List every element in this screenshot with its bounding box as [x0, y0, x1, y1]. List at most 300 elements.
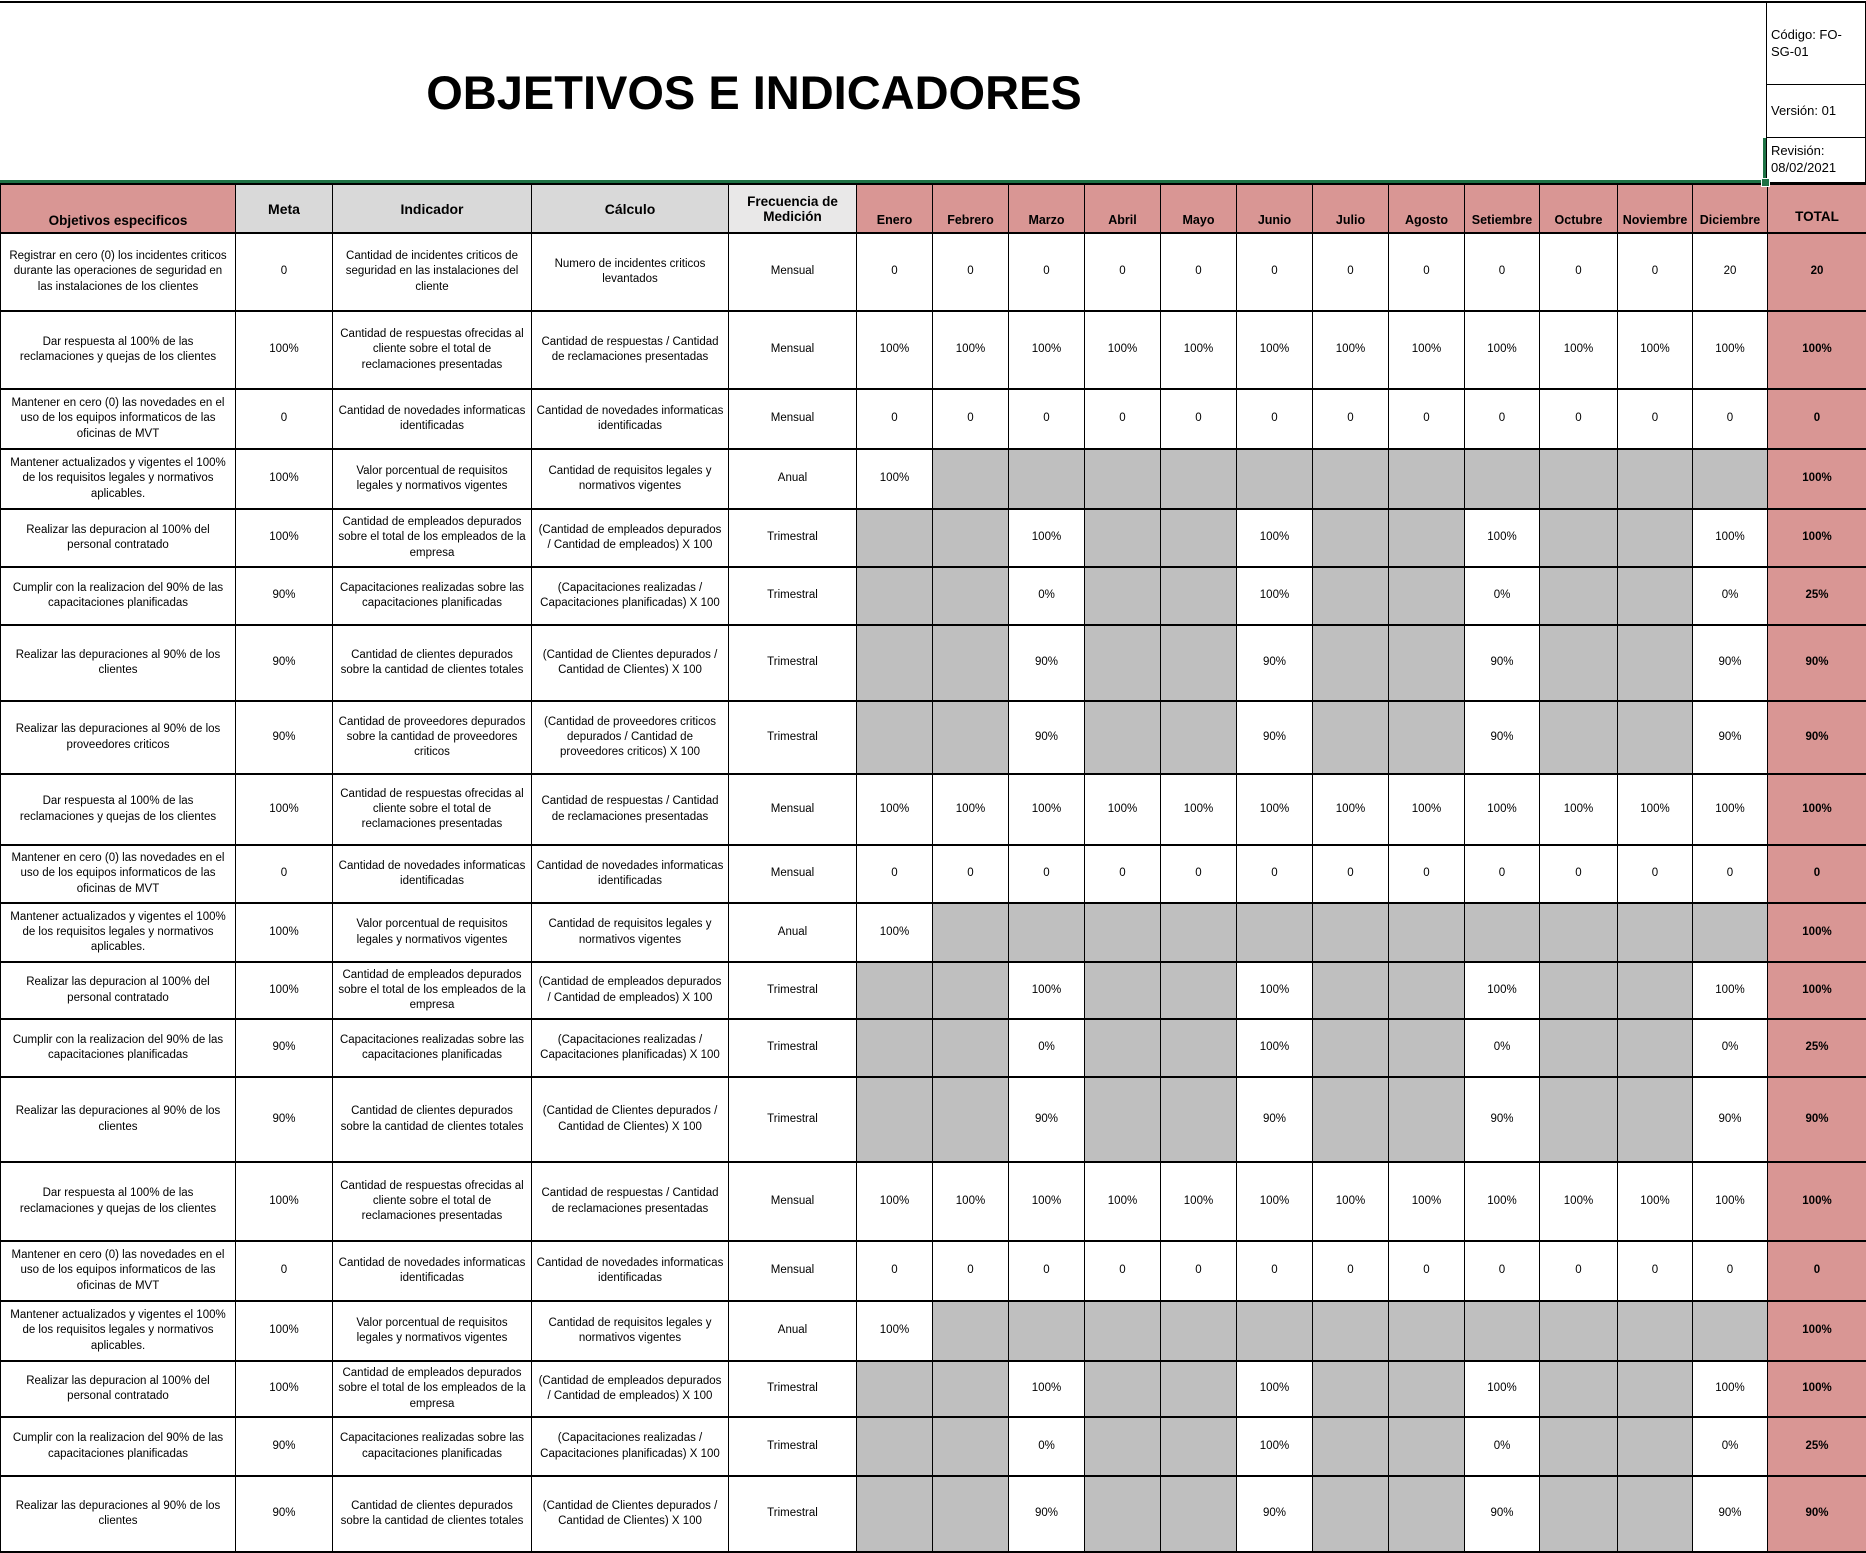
- month-cell-setiembre[interactable]: 100%: [1465, 1361, 1540, 1417]
- month-cell-diciembre[interactable]: 100%: [1693, 1361, 1768, 1417]
- month-cell-mayo[interactable]: 0: [1161, 1241, 1237, 1301]
- month-cell-octubre[interactable]: 100%: [1540, 774, 1618, 845]
- month-cell-marzo[interactable]: 90%: [1009, 625, 1085, 701]
- month-cell-marzo[interactable]: 100%: [1009, 962, 1085, 1019]
- total-cell[interactable]: 90%: [1768, 1077, 1866, 1162]
- month-cell-julio[interactable]: [1313, 962, 1389, 1019]
- month-cell-agosto[interactable]: [1389, 1019, 1465, 1077]
- month-cell-noviembre[interactable]: [1618, 1077, 1693, 1162]
- month-cell-junio[interactable]: 0: [1237, 389, 1313, 449]
- objective-cell[interactable]: Realizar las depuracion al 100% del personal contratado: [1, 962, 236, 1019]
- calculation-cell[interactable]: Cantidad de respuestas / Cantidad de reclamaciones presentadas: [532, 774, 729, 845]
- column-header-junio[interactable]: Junio: [1237, 184, 1313, 233]
- objective-cell[interactable]: Dar respuesta al 100% de las reclamaciones y quejas de los clientes: [1, 311, 236, 389]
- total-cell[interactable]: 25%: [1768, 1019, 1866, 1077]
- month-cell-diciembre[interactable]: 100%: [1693, 311, 1768, 389]
- month-cell-octubre[interactable]: 100%: [1540, 1162, 1618, 1241]
- month-cell-abril[interactable]: [1085, 509, 1161, 567]
- month-cell-noviembre[interactable]: 100%: [1618, 311, 1693, 389]
- month-cell-diciembre[interactable]: 90%: [1693, 701, 1768, 774]
- indicator-cell[interactable]: Cantidad de empleados depurados sobre el total de los empleados de la empresa: [333, 962, 532, 1019]
- month-cell-marzo[interactable]: 0%: [1009, 1417, 1085, 1476]
- indicator-cell[interactable]: Valor porcentual de requisitos legales y normativos vigentes: [333, 903, 532, 962]
- month-cell-mayo[interactable]: 0: [1161, 389, 1237, 449]
- month-cell-abril[interactable]: 0: [1085, 845, 1161, 903]
- month-cell-enero[interactable]: [857, 1417, 933, 1476]
- total-cell[interactable]: 90%: [1768, 1476, 1866, 1552]
- month-cell-setiembre[interactable]: 0%: [1465, 1019, 1540, 1077]
- frequency-cell[interactable]: Trimestral: [729, 962, 857, 1019]
- month-cell-agosto[interactable]: [1389, 509, 1465, 567]
- month-cell-junio[interactable]: 0: [1237, 845, 1313, 903]
- column-header-mayo[interactable]: Mayo: [1161, 184, 1237, 233]
- month-cell-setiembre[interactable]: 0: [1465, 389, 1540, 449]
- month-cell-abril[interactable]: [1085, 1361, 1161, 1417]
- month-cell-agosto[interactable]: 0: [1389, 1241, 1465, 1301]
- total-cell[interactable]: 100%: [1768, 1301, 1866, 1361]
- month-cell-octubre[interactable]: [1540, 1417, 1618, 1476]
- month-cell-abril[interactable]: [1085, 449, 1161, 509]
- month-cell-marzo[interactable]: 90%: [1009, 1476, 1085, 1552]
- month-cell-agosto[interactable]: [1389, 1077, 1465, 1162]
- month-cell-diciembre[interactable]: 0%: [1693, 1417, 1768, 1476]
- month-cell-mayo[interactable]: 100%: [1161, 311, 1237, 389]
- month-cell-abril[interactable]: [1085, 1417, 1161, 1476]
- month-cell-junio[interactable]: 100%: [1237, 311, 1313, 389]
- month-cell-enero[interactable]: [857, 1019, 933, 1077]
- column-header-febrero[interactable]: Febrero: [933, 184, 1009, 233]
- month-cell-enero[interactable]: 0: [857, 233, 933, 311]
- month-cell-abril[interactable]: [1085, 1301, 1161, 1361]
- month-cell-julio[interactable]: [1313, 625, 1389, 701]
- month-cell-diciembre[interactable]: 0%: [1693, 1019, 1768, 1077]
- month-cell-diciembre[interactable]: 90%: [1693, 1476, 1768, 1552]
- month-cell-agosto[interactable]: 0: [1389, 845, 1465, 903]
- total-cell[interactable]: 100%: [1768, 1361, 1866, 1417]
- month-cell-julio[interactable]: [1313, 449, 1389, 509]
- month-cell-febrero[interactable]: 100%: [933, 311, 1009, 389]
- column-header-marzo[interactable]: Marzo: [1009, 184, 1085, 233]
- doc-revision-cell[interactable]: [1766, 137, 1866, 183]
- month-cell-marzo[interactable]: 0%: [1009, 567, 1085, 625]
- month-cell-diciembre[interactable]: 100%: [1693, 962, 1768, 1019]
- frequency-cell[interactable]: Mensual: [729, 233, 857, 311]
- indicator-cell[interactable]: Cantidad de clientes depurados sobre la cantidad de clientes totales: [333, 1077, 532, 1162]
- meta-cell[interactable]: 90%: [236, 1476, 333, 1552]
- month-cell-octubre[interactable]: 0: [1540, 389, 1618, 449]
- calculation-cell[interactable]: (Cantidad de empleados depurados / Cantidad de empleados) X 100: [532, 962, 729, 1019]
- frequency-cell[interactable]: Mensual: [729, 845, 857, 903]
- meta-cell[interactable]: 90%: [236, 1019, 333, 1077]
- month-cell-octubre[interactable]: [1540, 962, 1618, 1019]
- month-cell-junio[interactable]: 90%: [1237, 701, 1313, 774]
- total-cell[interactable]: 100%: [1768, 311, 1866, 389]
- calculation-cell[interactable]: Cantidad de requisitos legales y normativos vigentes: [532, 903, 729, 962]
- month-cell-marzo[interactable]: [1009, 449, 1085, 509]
- month-cell-noviembre[interactable]: 100%: [1618, 774, 1693, 845]
- month-cell-diciembre[interactable]: 0%: [1693, 567, 1768, 625]
- month-cell-mayo[interactable]: [1161, 1019, 1237, 1077]
- meta-cell[interactable]: 90%: [236, 625, 333, 701]
- frequency-cell[interactable]: Trimestral: [729, 1476, 857, 1552]
- month-cell-setiembre[interactable]: 0: [1465, 845, 1540, 903]
- month-cell-agosto[interactable]: [1389, 1417, 1465, 1476]
- month-cell-enero[interactable]: 100%: [857, 1162, 933, 1241]
- month-cell-agosto[interactable]: [1389, 962, 1465, 1019]
- month-cell-setiembre[interactable]: [1465, 903, 1540, 962]
- month-cell-enero[interactable]: [857, 509, 933, 567]
- month-cell-noviembre[interactable]: [1618, 625, 1693, 701]
- calculation-cell[interactable]: (Cantidad de empleados depurados / Cantidad de empleados) X 100: [532, 509, 729, 567]
- month-cell-setiembre[interactable]: 0: [1465, 1241, 1540, 1301]
- objective-cell[interactable]: Realizar las depuracion al 100% del personal contratado: [1, 509, 236, 567]
- column-header-total[interactable]: TOTAL: [1768, 184, 1866, 233]
- month-cell-mayo[interactable]: 100%: [1161, 774, 1237, 845]
- month-cell-febrero[interactable]: [933, 962, 1009, 1019]
- month-cell-marzo[interactable]: [1009, 903, 1085, 962]
- month-cell-octubre[interactable]: [1540, 449, 1618, 509]
- month-cell-abril[interactable]: 100%: [1085, 1162, 1161, 1241]
- total-cell[interactable]: 0: [1768, 1241, 1866, 1301]
- month-cell-agosto[interactable]: 100%: [1389, 1162, 1465, 1241]
- objective-cell[interactable]: Realizar las depuraciones al 90% de los clientes: [1, 625, 236, 701]
- month-cell-junio[interactable]: 100%: [1237, 509, 1313, 567]
- month-cell-agosto[interactable]: 0: [1389, 389, 1465, 449]
- month-cell-agosto[interactable]: [1389, 1476, 1465, 1552]
- total-cell[interactable]: 100%: [1768, 1162, 1866, 1241]
- month-cell-mayo[interactable]: [1161, 701, 1237, 774]
- month-cell-agosto[interactable]: 0: [1389, 233, 1465, 311]
- meta-cell[interactable]: 90%: [236, 567, 333, 625]
- month-cell-enero[interactable]: 100%: [857, 774, 933, 845]
- month-cell-junio[interactable]: 0: [1237, 1241, 1313, 1301]
- month-cell-setiembre[interactable]: 0%: [1465, 1417, 1540, 1476]
- meta-cell[interactable]: 90%: [236, 1417, 333, 1476]
- column-header-enero[interactable]: Enero: [857, 184, 933, 233]
- meta-cell[interactable]: 100%: [236, 449, 333, 509]
- month-cell-abril[interactable]: 100%: [1085, 774, 1161, 845]
- month-cell-octubre[interactable]: 0: [1540, 233, 1618, 311]
- indicator-cell[interactable]: Cantidad de novedades informaticas identificadas: [333, 1241, 532, 1301]
- month-cell-febrero[interactable]: [933, 1417, 1009, 1476]
- frequency-cell[interactable]: Mensual: [729, 1162, 857, 1241]
- objective-cell[interactable]: Dar respuesta al 100% de las reclamaciones y quejas de los clientes: [1, 774, 236, 845]
- month-cell-diciembre[interactable]: 0: [1693, 389, 1768, 449]
- frequency-cell[interactable]: Trimestral: [729, 509, 857, 567]
- month-cell-setiembre[interactable]: 0%: [1465, 567, 1540, 625]
- month-cell-noviembre[interactable]: 0: [1618, 1241, 1693, 1301]
- objective-cell[interactable]: Realizar las depuraciones al 90% de los clientes: [1, 1077, 236, 1162]
- month-cell-octubre[interactable]: 0: [1540, 845, 1618, 903]
- month-cell-noviembre[interactable]: [1618, 701, 1693, 774]
- total-cell[interactable]: 100%: [1768, 962, 1866, 1019]
- month-cell-junio[interactable]: 90%: [1237, 1476, 1313, 1552]
- month-cell-febrero[interactable]: [933, 1301, 1009, 1361]
- month-cell-octubre[interactable]: [1540, 1077, 1618, 1162]
- month-cell-julio[interactable]: 0: [1313, 389, 1389, 449]
- meta-cell[interactable]: 0: [236, 845, 333, 903]
- month-cell-enero[interactable]: 0: [857, 845, 933, 903]
- month-cell-setiembre[interactable]: [1465, 1301, 1540, 1361]
- month-cell-junio[interactable]: 90%: [1237, 625, 1313, 701]
- doc-code-cell[interactable]: [1766, 2, 1866, 85]
- objective-cell[interactable]: Realizar las depuraciones al 90% de los clientes: [1, 1476, 236, 1552]
- month-cell-febrero[interactable]: [933, 1019, 1009, 1077]
- frequency-cell[interactable]: Mensual: [729, 389, 857, 449]
- meta-cell[interactable]: 90%: [236, 1077, 333, 1162]
- frequency-cell[interactable]: Trimestral: [729, 1417, 857, 1476]
- total-cell[interactable]: 90%: [1768, 701, 1866, 774]
- month-cell-agosto[interactable]: [1389, 903, 1465, 962]
- meta-cell[interactable]: 0: [236, 389, 333, 449]
- month-cell-marzo[interactable]: 100%: [1009, 509, 1085, 567]
- total-cell[interactable]: 25%: [1768, 1417, 1866, 1476]
- frequency-cell[interactable]: Mensual: [729, 311, 857, 389]
- month-cell-abril[interactable]: [1085, 625, 1161, 701]
- month-cell-noviembre[interactable]: 100%: [1618, 1162, 1693, 1241]
- month-cell-octubre[interactable]: [1540, 509, 1618, 567]
- month-cell-enero[interactable]: 100%: [857, 449, 933, 509]
- month-cell-julio[interactable]: [1313, 1301, 1389, 1361]
- column-header-abril[interactable]: Abril: [1085, 184, 1161, 233]
- month-cell-setiembre[interactable]: [1465, 449, 1540, 509]
- month-cell-setiembre[interactable]: 90%: [1465, 701, 1540, 774]
- calculation-cell[interactable]: Cantidad de requisitos legales y normativos vigentes: [532, 1301, 729, 1361]
- column-header-setiembre[interactable]: Setiembre: [1465, 184, 1540, 233]
- objective-cell[interactable]: Cumplir con la realizacion del 90% de las capacitaciones planificadas: [1, 567, 236, 625]
- doc-version-cell[interactable]: [1766, 84, 1866, 138]
- objective-cell[interactable]: Realizar las depuraciones al 90% de los proveedores criticos: [1, 701, 236, 774]
- month-cell-diciembre[interactable]: 100%: [1693, 509, 1768, 567]
- objective-cell[interactable]: Mantener en cero (0) las novedades en el uso de los equipos informaticos de las oficinas de MVT: [1, 845, 236, 903]
- meta-cell[interactable]: 100%: [236, 1361, 333, 1417]
- month-cell-enero[interactable]: 0: [857, 1241, 933, 1301]
- month-cell-junio[interactable]: 90%: [1237, 1077, 1313, 1162]
- month-cell-julio[interactable]: [1313, 1019, 1389, 1077]
- objective-cell[interactable]: Mantener en cero (0) las novedades en el uso de los equipos informaticos de las oficinas de MVT: [1, 1241, 236, 1301]
- month-cell-diciembre[interactable]: 100%: [1693, 1162, 1768, 1241]
- meta-cell[interactable]: 0: [236, 1241, 333, 1301]
- month-cell-noviembre[interactable]: 0: [1618, 845, 1693, 903]
- month-cell-febrero[interactable]: [933, 701, 1009, 774]
- month-cell-octubre[interactable]: 100%: [1540, 311, 1618, 389]
- calculation-cell[interactable]: Cantidad de novedades informaticas identificadas: [532, 1241, 729, 1301]
- month-cell-enero[interactable]: [857, 962, 933, 1019]
- indicator-cell[interactable]: Cantidad de incidentes criticos de seguridad en las instalaciones del cliente: [333, 233, 532, 311]
- month-cell-febrero[interactable]: [933, 449, 1009, 509]
- objective-cell[interactable]: Cumplir con la realizacion del 90% de las capacitaciones planificadas: [1, 1019, 236, 1077]
- meta-cell[interactable]: 100%: [236, 311, 333, 389]
- month-cell-octubre[interactable]: [1540, 625, 1618, 701]
- meta-cell[interactable]: 100%: [236, 903, 333, 962]
- month-cell-abril[interactable]: [1085, 1019, 1161, 1077]
- month-cell-julio[interactable]: 100%: [1313, 1162, 1389, 1241]
- month-cell-octubre[interactable]: [1540, 567, 1618, 625]
- month-cell-octubre[interactable]: [1540, 1019, 1618, 1077]
- total-cell[interactable]: 100%: [1768, 509, 1866, 567]
- month-cell-junio[interactable]: 100%: [1237, 1361, 1313, 1417]
- frequency-cell[interactable]: Trimestral: [729, 701, 857, 774]
- month-cell-abril[interactable]: [1085, 701, 1161, 774]
- month-cell-noviembre[interactable]: [1618, 1019, 1693, 1077]
- meta-cell[interactable]: 100%: [236, 774, 333, 845]
- month-cell-octubre[interactable]: [1540, 903, 1618, 962]
- month-cell-julio[interactable]: [1313, 1361, 1389, 1417]
- month-cell-setiembre[interactable]: 100%: [1465, 774, 1540, 845]
- month-cell-setiembre[interactable]: 100%: [1465, 509, 1540, 567]
- total-cell[interactable]: 25%: [1768, 567, 1866, 625]
- month-cell-enero[interactable]: [857, 625, 933, 701]
- month-cell-abril[interactable]: [1085, 903, 1161, 962]
- frequency-cell[interactable]: Trimestral: [729, 1019, 857, 1077]
- month-cell-enero[interactable]: [857, 1361, 933, 1417]
- meta-cell[interactable]: 100%: [236, 962, 333, 1019]
- month-cell-febrero[interactable]: [933, 903, 1009, 962]
- objective-cell[interactable]: Mantener actualizados y vigentes el 100% de los requisitos legales y normativos aplicables.: [1, 903, 236, 962]
- month-cell-febrero[interactable]: 0: [933, 845, 1009, 903]
- month-cell-julio[interactable]: 0: [1313, 233, 1389, 311]
- month-cell-junio[interactable]: 100%: [1237, 1019, 1313, 1077]
- month-cell-abril[interactable]: 100%: [1085, 311, 1161, 389]
- month-cell-octubre[interactable]: [1540, 701, 1618, 774]
- column-header-octubre[interactable]: Octubre: [1540, 184, 1618, 233]
- column-header-diciembre[interactable]: Diciembre: [1693, 184, 1768, 233]
- frequency-cell[interactable]: Anual: [729, 1301, 857, 1361]
- month-cell-mayo[interactable]: [1161, 1077, 1237, 1162]
- indicator-cell[interactable]: Cantidad de respuestas ofrecidas al cliente sobre el total de reclamaciones presentadas: [333, 774, 532, 845]
- frequency-cell[interactable]: Anual: [729, 449, 857, 509]
- month-cell-agosto[interactable]: [1389, 625, 1465, 701]
- total-cell[interactable]: 100%: [1768, 774, 1866, 845]
- month-cell-noviembre[interactable]: 0: [1618, 389, 1693, 449]
- total-cell[interactable]: 0: [1768, 389, 1866, 449]
- total-cell[interactable]: 100%: [1768, 449, 1866, 509]
- month-cell-enero[interactable]: 100%: [857, 311, 933, 389]
- month-cell-octubre[interactable]: [1540, 1361, 1618, 1417]
- month-cell-setiembre[interactable]: 0: [1465, 233, 1540, 311]
- month-cell-junio[interactable]: [1237, 449, 1313, 509]
- total-cell[interactable]: 20: [1768, 233, 1866, 311]
- month-cell-agosto[interactable]: [1389, 449, 1465, 509]
- month-cell-agosto[interactable]: [1389, 567, 1465, 625]
- objective-cell[interactable]: Mantener actualizados y vigentes el 100% de los requisitos legales y normativos aplicables.: [1, 1301, 236, 1361]
- frequency-cell[interactable]: Trimestral: [729, 625, 857, 701]
- month-cell-marzo[interactable]: 100%: [1009, 311, 1085, 389]
- month-cell-enero[interactable]: 100%: [857, 1301, 933, 1361]
- month-cell-setiembre[interactable]: 100%: [1465, 311, 1540, 389]
- frequency-cell[interactable]: Trimestral: [729, 1361, 857, 1417]
- month-cell-diciembre[interactable]: [1693, 903, 1768, 962]
- calculation-cell[interactable]: (Capacitaciones realizadas / Capacitaciones planificadas) X 100: [532, 1019, 729, 1077]
- month-cell-noviembre[interactable]: [1618, 1361, 1693, 1417]
- month-cell-setiembre[interactable]: 90%: [1465, 1077, 1540, 1162]
- frequency-cell[interactable]: Trimestral: [729, 567, 857, 625]
- calculation-cell[interactable]: Cantidad de respuestas / Cantidad de reclamaciones presentadas: [532, 1162, 729, 1241]
- frequency-cell[interactable]: Anual: [729, 903, 857, 962]
- month-cell-junio[interactable]: 100%: [1237, 774, 1313, 845]
- month-cell-febrero[interactable]: 0: [933, 233, 1009, 311]
- month-cell-junio[interactable]: 100%: [1237, 1162, 1313, 1241]
- month-cell-mayo[interactable]: [1161, 903, 1237, 962]
- calculation-cell[interactable]: (Cantidad de Clientes depurados / Cantidad de Clientes) X 100: [532, 1476, 729, 1552]
- calculation-cell[interactable]: Cantidad de requisitos legales y normativos vigentes: [532, 449, 729, 509]
- month-cell-junio[interactable]: 100%: [1237, 567, 1313, 625]
- month-cell-mayo[interactable]: 100%: [1161, 1162, 1237, 1241]
- month-cell-marzo[interactable]: 0: [1009, 1241, 1085, 1301]
- month-cell-noviembre[interactable]: [1618, 509, 1693, 567]
- month-cell-abril[interactable]: 0: [1085, 1241, 1161, 1301]
- month-cell-noviembre[interactable]: [1618, 962, 1693, 1019]
- month-cell-julio[interactable]: 0: [1313, 845, 1389, 903]
- total-cell[interactable]: 0: [1768, 845, 1866, 903]
- month-cell-mayo[interactable]: [1161, 567, 1237, 625]
- month-cell-abril[interactable]: [1085, 962, 1161, 1019]
- indicator-cell[interactable]: Capacitaciones realizadas sobre las capacitaciones planificadas: [333, 1417, 532, 1476]
- month-cell-mayo[interactable]: [1161, 962, 1237, 1019]
- month-cell-julio[interactable]: [1313, 567, 1389, 625]
- calculation-cell[interactable]: (Capacitaciones realizadas / Capacitaciones planificadas) X 100: [532, 567, 729, 625]
- indicator-cell[interactable]: Capacitaciones realizadas sobre las capacitaciones planificadas: [333, 1019, 532, 1077]
- month-cell-julio[interactable]: [1313, 509, 1389, 567]
- calculation-cell[interactable]: (Capacitaciones realizadas / Capacitaciones planificadas) X 100: [532, 1417, 729, 1476]
- month-cell-diciembre[interactable]: 20: [1693, 233, 1768, 311]
- column-header-frecuencia-de-medici-n[interactable]: Frecuencia de Medición: [729, 184, 857, 233]
- month-cell-marzo[interactable]: 0%: [1009, 1019, 1085, 1077]
- calculation-cell[interactable]: Numero de incidentes criticos levantados: [532, 233, 729, 311]
- month-cell-febrero[interactable]: [933, 1476, 1009, 1552]
- calculation-cell[interactable]: (Cantidad de empleados depurados / Cantidad de empleados) X 100: [532, 1361, 729, 1417]
- month-cell-julio[interactable]: [1313, 1077, 1389, 1162]
- month-cell-noviembre[interactable]: [1618, 1476, 1693, 1552]
- month-cell-febrero[interactable]: 0: [933, 389, 1009, 449]
- month-cell-agosto[interactable]: [1389, 1361, 1465, 1417]
- month-cell-abril[interactable]: [1085, 1077, 1161, 1162]
- total-cell[interactable]: 100%: [1768, 903, 1866, 962]
- column-header-c-lculo[interactable]: Cálculo: [532, 184, 729, 233]
- month-cell-agosto[interactable]: 100%: [1389, 774, 1465, 845]
- indicator-cell[interactable]: Cantidad de respuestas ofrecidas al cliente sobre el total de reclamaciones presentadas: [333, 1162, 532, 1241]
- month-cell-febrero[interactable]: [933, 567, 1009, 625]
- month-cell-febrero[interactable]: 100%: [933, 774, 1009, 845]
- month-cell-diciembre[interactable]: [1693, 1301, 1768, 1361]
- month-cell-noviembre[interactable]: [1618, 1301, 1693, 1361]
- month-cell-noviembre[interactable]: 0: [1618, 233, 1693, 311]
- column-header-noviembre[interactable]: Noviembre: [1618, 184, 1693, 233]
- meta-cell[interactable]: 0: [236, 233, 333, 311]
- month-cell-marzo[interactable]: 0: [1009, 845, 1085, 903]
- month-cell-febrero[interactable]: [933, 1077, 1009, 1162]
- month-cell-julio[interactable]: [1313, 701, 1389, 774]
- month-cell-marzo[interactable]: 100%: [1009, 1162, 1085, 1241]
- frequency-cell[interactable]: Trimestral: [729, 1077, 857, 1162]
- month-cell-junio[interactable]: 100%: [1237, 1417, 1313, 1476]
- month-cell-marzo[interactable]: 0: [1009, 233, 1085, 311]
- month-cell-febrero[interactable]: [933, 625, 1009, 701]
- month-cell-abril[interactable]: [1085, 1476, 1161, 1552]
- month-cell-marzo[interactable]: 100%: [1009, 774, 1085, 845]
- month-cell-marzo[interactable]: 100%: [1009, 1361, 1085, 1417]
- month-cell-agosto[interactable]: [1389, 1301, 1465, 1361]
- frequency-cell[interactable]: Mensual: [729, 1241, 857, 1301]
- calculation-cell[interactable]: (Cantidad de proveedores criticos depurados / Cantidad de proveedores criticos) X 100: [532, 701, 729, 774]
- month-cell-mayo[interactable]: [1161, 1301, 1237, 1361]
- month-cell-febrero[interactable]: 100%: [933, 1162, 1009, 1241]
- objective-cell[interactable]: Mantener en cero (0) las novedades en el uso de los equipos informaticos de las oficinas de MVT: [1, 389, 236, 449]
- calculation-cell[interactable]: Cantidad de novedades informaticas identificadas: [532, 845, 729, 903]
- indicator-cell[interactable]: Cantidad de empleados depurados sobre el total de los empleados de la empresa: [333, 1361, 532, 1417]
- month-cell-junio[interactable]: [1237, 1301, 1313, 1361]
- objective-cell[interactable]: Mantener actualizados y vigentes el 100% de los requisitos legales y normativos aplicables.: [1, 449, 236, 509]
